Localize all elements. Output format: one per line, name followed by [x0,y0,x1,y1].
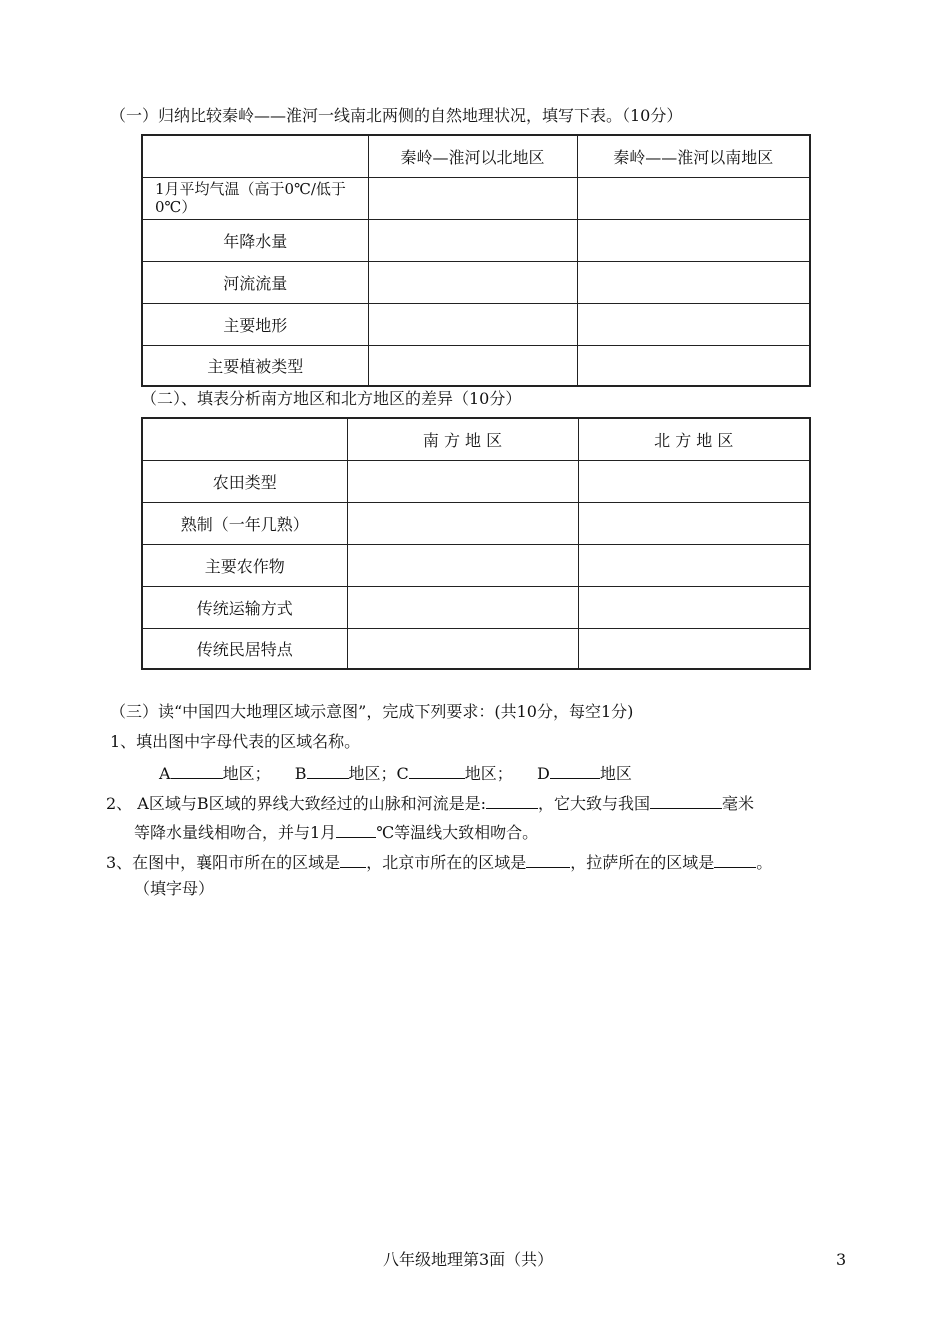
answer-cell[interactable] [347,460,578,502]
question-3-text: 3、在图中，襄阳市所在的区域是 [106,853,341,872]
section1-heading: （一）归纳比较秦岭——淮河一线南北两侧的自然地理状况，填写下表。（10分） [110,106,683,125]
region-a-blank[interactable] [171,761,223,779]
answer-cell[interactable] [577,303,810,345]
question-2-text: 等降水量线相吻合，并与1月 [134,823,337,842]
temperature-blank[interactable] [336,820,376,838]
section2-heading: （二）、填表分析南方地区和北方地区的差异（10分） [141,389,522,408]
page-footer: 八年级地理第3面（共） [383,1250,554,1269]
answer-cell[interactable] [578,502,810,544]
question-1: 1、填出图中字母代表的区域名称。 [110,732,361,751]
question-2-text: 2、 A区域与B区域的界线大致经过的山脉和河流是是: [106,794,486,813]
section3-heading: （三）读“中国四大地理区域示意图”，完成下列要求：(共10分，每空1分) [110,702,634,721]
table-row-label: 河流流量 [142,261,368,303]
region-c-blank[interactable] [409,761,465,779]
table-header-cell [142,418,347,460]
table-row-label: 1月平均气温（高于0℃/低于0℃） [142,177,368,219]
answer-cell[interactable] [368,177,577,219]
region-c-suffix: 地区； [464,764,513,783]
answer-cell[interactable] [578,628,810,669]
question-2-line2 [134,820,538,843]
answer-cell[interactable] [578,586,810,628]
region-d-blank[interactable] [550,761,600,779]
table-header-cell: 秦岭——淮河以南地区 [577,135,810,177]
answer-cell[interactable] [347,628,578,669]
region-d-label: D [537,764,550,783]
table-row-label: 传统运输方式 [142,586,347,628]
question-1-answers [159,761,632,784]
table-header-cell: 南 方 地 区 [347,418,578,460]
table-south-north-differences [141,417,811,670]
lhasa-blank[interactable] [714,850,756,868]
table-row-label: 农田类型 [142,460,347,502]
region-b-label: B [294,764,307,783]
question-3-text: 。 [756,853,773,872]
question-3-note: （填字母） [134,879,215,898]
question-3-line1 [106,850,772,873]
answer-cell[interactable] [347,502,578,544]
region-b-blank[interactable] [307,761,349,779]
answer-cell[interactable] [368,303,577,345]
table-row-label: 主要地形 [142,303,368,345]
boundary-blank[interactable] [486,791,538,809]
answer-cell[interactable] [368,261,577,303]
table-header-cell: 秦岭—淮河以北地区 [368,135,577,177]
region-b-suffix: 地区； [348,764,397,783]
table-header-cell: 北 方 地 区 [578,418,810,460]
table-row-label: 传统民居特点 [142,628,347,669]
table-north-south-physical [141,134,811,387]
table-row-label: 熟制（一年几熟） [142,502,347,544]
table-header-cell [142,135,368,177]
question-3-text: ，北京市所在的区域是 [366,853,527,872]
question-2-text: 毫米 [722,794,755,813]
answer-cell[interactable] [368,219,577,261]
precipitation-blank[interactable] [650,791,722,809]
answer-cell[interactable] [578,460,810,502]
beijing-blank[interactable] [526,850,570,868]
answer-cell[interactable] [347,586,578,628]
answer-cell[interactable] [577,261,810,303]
table-row-label: 主要农作物 [142,544,347,586]
xiangyang-blank[interactable] [340,850,366,868]
answer-cell[interactable] [347,544,578,586]
question-2-text: ，它大致与我国 [537,794,650,813]
answer-cell[interactable] [577,177,810,219]
table-row-label: 主要植被类型 [142,345,368,386]
question-3-text: ，拉萨所在的区域是 [570,853,715,872]
table-row-label: 年降水量 [142,219,368,261]
region-d-suffix: 地区 [599,764,632,783]
question-2-line1 [106,791,754,814]
answer-cell[interactable] [368,345,577,386]
answer-cell[interactable] [577,345,810,386]
region-c-label: C [396,764,409,783]
answer-cell[interactable] [577,219,810,261]
question-2-text: ℃等温线大致相吻合。 [376,823,539,842]
region-a-label: A [159,764,171,783]
page-number: 3 [836,1250,847,1269]
region-a-suffix: 地区； [222,764,271,783]
answer-cell[interactable] [578,544,810,586]
